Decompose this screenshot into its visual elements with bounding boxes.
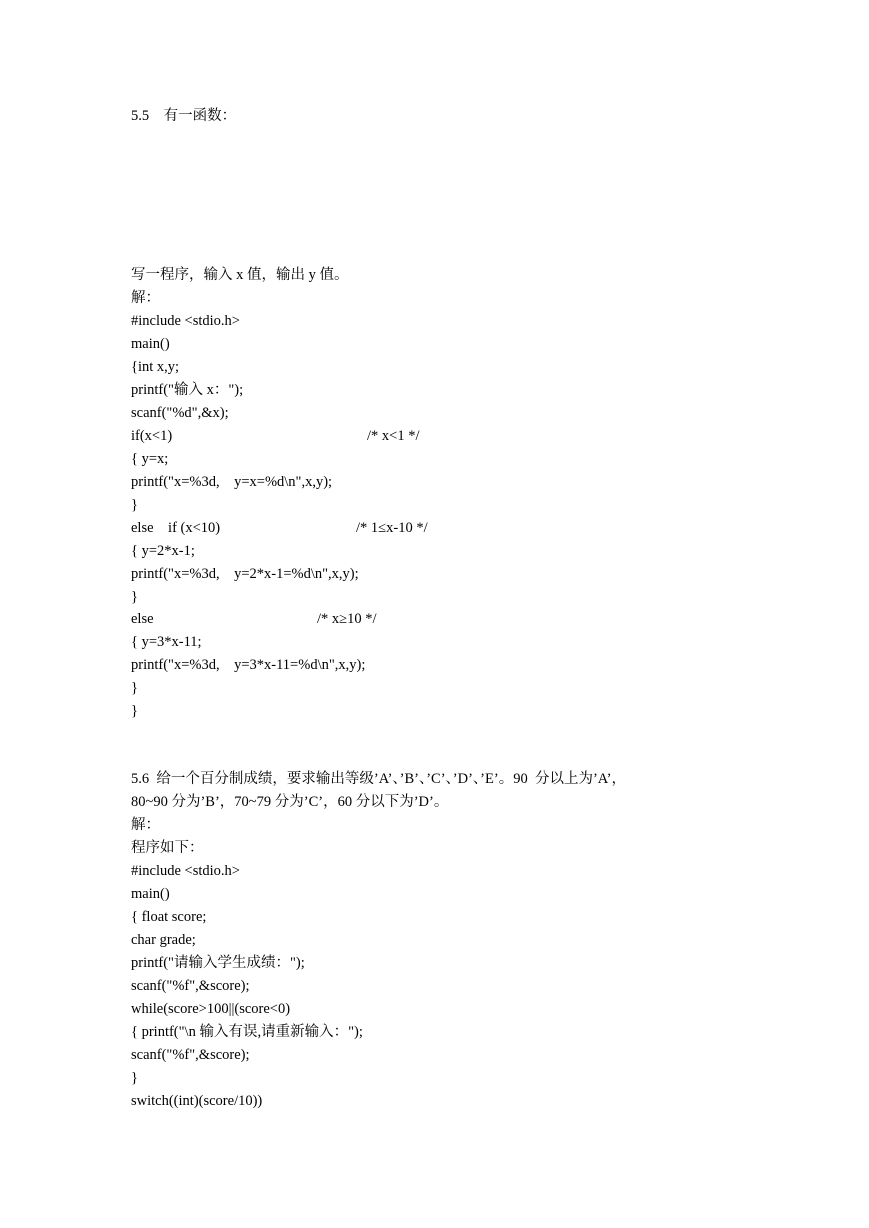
code-line: else if (x<10) (131, 520, 221, 536)
code-line: if(x<1) (131, 428, 173, 444)
code-line: printf("x=%3d, y=3*x-11=%d\n",x,y); (131, 657, 366, 673)
section-5-6-heading-continued: 80~90 分为’B’，70~79 分为’C’，60 分以下为’D’。 (131, 794, 449, 810)
code-line: } (131, 497, 138, 513)
section-5-5-prompt: 写一程序，输入 x 值，输出 y 值。 (131, 267, 349, 283)
code-line: #include <stdio.h> (131, 313, 240, 329)
code-comment: /* x≥10 */ (317, 611, 377, 627)
code-line: { y=x; (131, 451, 169, 467)
code-line: scanf("%f",&score); (131, 978, 250, 994)
section-5-5-heading: 5.5 有一函数： (131, 108, 237, 124)
code-line: { printf("\n 输入有误,请重新输入："); (131, 1024, 363, 1040)
code-line: } (131, 1070, 138, 1086)
code-line: else (131, 611, 154, 627)
code-line: scanf("%d",&x); (131, 405, 229, 421)
section-5-5-answer-label: 解： (131, 290, 160, 306)
section-5-6-answer-label: 解： (131, 817, 160, 833)
code-line: } (131, 680, 138, 696)
code-line: while(score>100||(score<0) (131, 1001, 291, 1017)
code-line: main() (131, 886, 170, 902)
code-line: scanf("%f",&score); (131, 1047, 250, 1063)
code-line: { y=3*x-11; (131, 634, 202, 650)
code-line: switch((int)(score/10)) (131, 1093, 263, 1109)
code-line: {int x,y; (131, 359, 180, 375)
code-line: { float score; (131, 909, 207, 925)
code-line: printf("请输入学生成绩："); (131, 955, 305, 971)
section-5-6-intro: 程序如下： (131, 840, 204, 856)
code-line: printf("x=%3d, y=2*x-1=%d\n",x,y); (131, 566, 359, 582)
section-5-6-heading: 5.6 给一个百分制成绩，要求输出等级’A’、’B’、’C’、’D’、’E’。90 分以上为’A’， (131, 771, 626, 787)
code-line: printf("输入 x："); (131, 382, 244, 398)
code-comment: /* 1≤x-10 */ (356, 520, 428, 536)
code-comment: /* x<1 */ (367, 428, 420, 444)
code-line: } (131, 703, 138, 719)
code-line: char grade; (131, 932, 196, 948)
code-line: printf("x=%3d, y=x=%d\n",x,y); (131, 474, 333, 490)
code-line: #include <stdio.h> (131, 863, 240, 879)
code-line: main() (131, 336, 170, 352)
code-line: } (131, 589, 138, 605)
code-line: { y=2*x-1; (131, 543, 195, 559)
